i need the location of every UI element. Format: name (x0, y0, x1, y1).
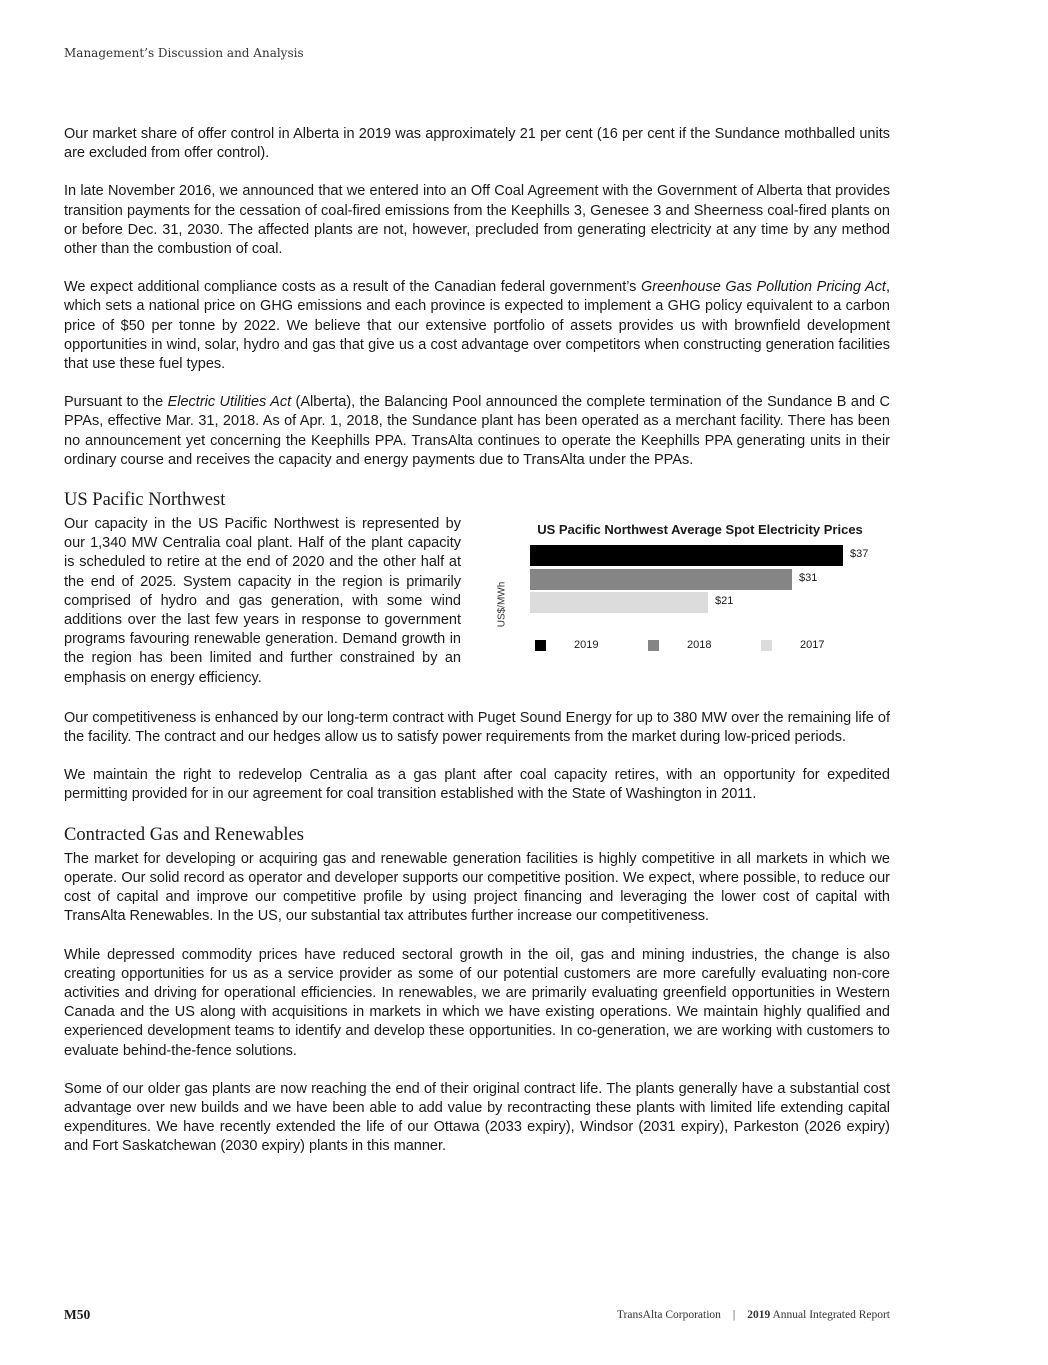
main-content (64, 125, 890, 1176)
paragraph-centralia-redevelop: We maintain the right to redevelop Centralia as a gas plant after coal capacity retires, with an opportunity for expedited permitting provided for in our agreement for coal transition established with the State of Washington in 2011. (64, 767, 890, 803)
legend-swatch-2019 (535, 640, 546, 651)
spot-price-chart (490, 521, 890, 688)
text-segment: Pursuant to the (64, 394, 168, 411)
act-title-ghg: Greenhouse Gas Pollution Pricing Act (640, 279, 886, 296)
chart-title: US Pacific Northwest Average Spot Electricity Prices (537, 522, 863, 538)
paragraph-puget-contract: Our competitiveness is enhanced by our long-term contract with Puget Sound Energy for up to 380 MW over the remaining life of the facility. The contract and our hedges allow us to satisfy power requirements from the market during low-priced periods. (64, 709, 890, 746)
data-label-2018: $31 (799, 571, 818, 584)
footer-report-info (617, 1309, 890, 1321)
us-pacific-section (64, 515, 890, 688)
text-segment: (Alberta), the Balancing Pool announced the complete termination of the Sundance B and C PPAs, effective Mar. 31, 2018. As of Apr. 1, 2018, the Sundance plant has been operated as a merchant facility. There has been no announcement yet concerning the Keephills PPA. TransAlta continues to operate the Keephills PPA generating units in their ordinary course and receives the capacity and energy payments due to TransAlta under the PPAs. (64, 394, 890, 468)
paragraph-electric-utilities (64, 393, 890, 470)
bar-2018 (530, 569, 792, 590)
footer-report-title: Annual Integrated Report (772, 1309, 890, 1321)
page-number: M50 (64, 1307, 91, 1322)
chart-plot-area (490, 539, 890, 679)
legend-label-2018: 2018 (687, 639, 712, 652)
data-label-2017: $21 (715, 595, 734, 608)
text-segment: , which sets a national price on GHG emissions and each province is expected to implement a GHG policy equivalent to a carbon price of $50 per tonne by 2022. We believe that our extensive portfolio of assets provides us with brownfield development opportunities in wind, solar, hydro and gas that give us a cost advantage over competitors when constructing generation facilities that use these fuel types. (64, 279, 890, 373)
legend-swatch-2018 (648, 640, 659, 651)
running-head: Management’s Discussion and Analysis (64, 46, 304, 60)
paragraph-commodity-prices: While depressed commodity prices have reduced sectoral growth in the oil, gas and mining industries, the change is also creating opportunities for us as a service provider as some of our potential customers are more carefully evaluating non-core activities and driving for operational efficiencies. In renewables, we are primarily evaluating greenfield opportunities in Western Canada and the US along with acquisitions in markets in which we have existing operations. We maintain highly qualified and experienced development teams to identify and develop these opportunities. In co-generation, we are working with customers to evaluate behind-the-fence solutions. (64, 946, 890, 1059)
heading-contracted-gas-renewables: Contracted Gas and Renewables (64, 824, 304, 845)
legend-label-2019: 2019 (574, 639, 599, 652)
bar-2019 (530, 545, 843, 566)
heading-us-pacific-northwest: US Pacific Northwest (64, 490, 226, 511)
paragraph-compliance-costs (64, 278, 890, 374)
legend-label-2017: 2017 (800, 639, 825, 652)
data-label-2019: $37 (850, 548, 869, 561)
act-title-electric-utilities: Electric Utilities Act (167, 394, 292, 411)
footer-year: 2019 (747, 1309, 771, 1321)
paragraph-off-coal-agreement: In late November 2016, we announced that we entered into an Off Coal Agreement with the Government of Alberta that provides transition payments for the cessation of coal-fired emissions from the Keephills 3, Genesee 3 and Sheerness coal-fired plants on or before Dec. 31, 2030. The affected plants are not, however, precluded from generating electricity at any time by any method other than the combustion of coal. (64, 183, 890, 258)
legend-item-2017 (761, 639, 824, 651)
legend-swatch-2017 (761, 640, 772, 651)
footer-separator: | (732, 1309, 736, 1321)
us-pacific-text-column (64, 515, 461, 688)
legend-item-2018 (648, 639, 711, 651)
chart-y-axis-label: US$/MWh (496, 581, 508, 628)
paragraph-older-gas-plants: Some of our older gas plants are now reaching the end of their original contract life. The plants generally have a substantial cost advantage over new builds and we have been able to add value by recontracting these plants with limited life extending capital expenditures. We have recently extended the life of our Ottawa (2033 expiry), Windsor (2031 expiry), Parkeston (2026 expiry) and Fort Saskatchewan (2030 expiry) plants in this manner. (64, 1080, 890, 1155)
paragraph-market-share: Our market share of offer control in Alberta in 2019 was approximately 21 per cent (16 per cent if the Sundance mothballed units are excluded from offer control). (64, 126, 890, 162)
bar-2017 (530, 592, 708, 613)
legend-item-2019 (535, 639, 598, 651)
paragraph-market-competitive: The market for developing or acquiring gas and renewable generation facilities is highly competitive in all markets in which we operate. Our solid record as operator and developer supports our competitive position. We expect, where possible, to reduce our cost of capital and improve our competitive profile by using project financing and leveraging the lower cost of capital with TransAlta Renewables. In the US, our substantial tax attributes further increase our competitiveness. (64, 850, 890, 925)
text-segment: We expect additional compliance costs as a result of the Canadian federal government’s (64, 279, 641, 296)
paragraph-us-pacific-capacity: Our capacity in the US Pacific Northwest is represented by our 1,340 MW Centralia coal plant. Half of the plant capacity is scheduled to retire at the end of 2020 and the other half at the end of 2025. System capacity in the region is primarily comprised of hydro and gas generation, with some wind additions over the last few years in response to government programs favouring renewable generation. Demand growth in the region has been limited and further constrained by an emphasis on energy efficiency. (64, 516, 461, 686)
footer-company: TransAlta Corporation (616, 1309, 721, 1321)
